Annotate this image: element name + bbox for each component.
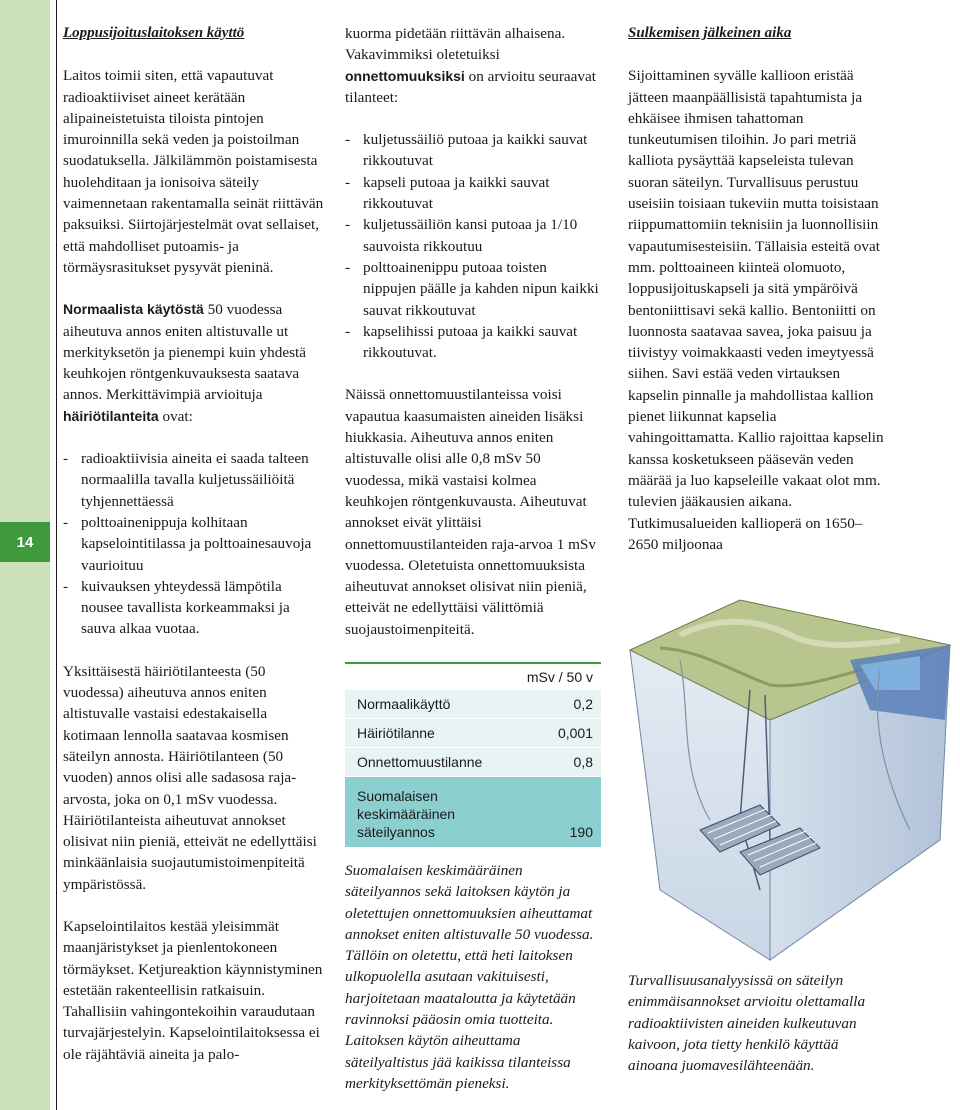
table-row	[345, 777, 601, 848]
incident-list	[63, 448, 325, 640]
table-row	[345, 690, 601, 719]
list-item: - polttoainenippu putoaa toisten nippujen päälle ja kahden nipun kaikki sauvat rikkoutuvat	[345, 257, 601, 321]
paragraph-text: ovat:	[158, 407, 193, 425]
section-heading: Loppusijoituslaitoksen käyttö	[63, 25, 245, 41]
repository-cross-section-illustration	[620, 590, 960, 970]
list-item: - polttoainenippuja kolhitaan kapselointitilassa ja polttoainesauvoja vaurioituu	[63, 512, 325, 576]
caption-text: Turvallisuusanalyysissä on säteilyn enimmäisannokset arvioitu olettamalla radioaktiivisten aineiden kulkeutuvan kaivoon, jota tietty henkilö käyttää ainoana juomavesilähteenään.	[628, 972, 866, 1075]
paragraph-text: on arvioitu seuraavat tilanteet:	[345, 67, 596, 106]
paragraph	[345, 23, 601, 108]
list-item: - kuljetussäiliö putoaa ja kaikki sauvat rikkoutuvat	[345, 129, 601, 172]
row-label: Normaalikäyttö	[357, 696, 451, 712]
list-item: - kapseli putoaa ja kaikki sauvat rikkoutuvat	[345, 172, 601, 215]
row-value: 0,001	[557, 725, 593, 741]
column-1	[63, 23, 325, 1065]
list-item: - kapselihissi putoaa ja kaikki sauvat rikkoutuvat.	[345, 321, 601, 364]
row-value: 0,8	[573, 754, 593, 770]
illustration-caption	[628, 970, 878, 1076]
paragraph-text: kuorma pidetään riittävän alhaisena. Vakavimmiksi oletetuiksi	[345, 25, 566, 64]
paragraph-text: 50 vuodessa aiheutuva annos eniten altistuvalle ut merkityksetön ja pienempi kuin yhdestä keuhkojen röntgenkuvauksesta saatava annos. Merkittävimpiä arvioituja	[63, 301, 306, 404]
bold-lead: häiriötilanteita	[63, 407, 159, 424]
bold-lead: Normaalista käytöstä	[63, 301, 204, 318]
page-number: 14	[0, 522, 50, 562]
row-label: Suomalaisen keskimääräinen säteilyannos	[357, 788, 456, 840]
row-label: Onnettomuustilanne	[357, 754, 483, 770]
list-item: - kuljetussäiliön kansi putoaa ja 1/10 sauvoista rikkoutuu	[345, 214, 601, 257]
row-label: Häiriötilanne	[357, 725, 435, 741]
column-3	[628, 23, 884, 555]
column-rule	[56, 0, 57, 1110]
list-item: - kuivauksen yhteydessä lämpötila nousee tavallista korkeammaksi ja sauva alkaa vuotaa.	[63, 576, 325, 640]
dose-table	[345, 662, 601, 848]
paragraph	[63, 299, 325, 427]
row-value: 190	[569, 824, 593, 840]
section-heading: Sulkemisen jälkeinen aika	[628, 25, 792, 41]
paragraph: Yksittäisestä häiriötilanteesta (50 vuodessa) aiheutuva annos eniten altistuvalle vastaisi edestakaisella kotimaan lennolla saatavaa kosmisen säteilyn annosta. Häiriötilanteen (50 vuoden) annos olisi alle sadasosa raja-arvosta, joka on 0,1 mSv vuodessa. Häiriötilanteista aiheutuvat annokset olisivat niin pieniä, etteivät ne edellyttäisi minkäänlaisia suojautumistoimenpiteitä ympäristössä.	[63, 662, 317, 893]
bold-lead: onnettomuuksiksi	[345, 67, 465, 84]
paragraph: Sijoittaminen syvälle kallioon eristää jätteen maanpäällisistä tapahtumista ja ehkäisee ihmisen tahattoman tunkeutumisen tiloihin. Jo pari metriä kalliota pysäyttää kapseleista tulevan suoran säteilyn. Turvallisuus perustuu useisiin toisiaan tukeviin mutta toisistaan riippumattomiin teknisiin ja luonnollisiin vapautumisesteisiin. Tällaisia esteitä ovat mm. polttoaineen kiinteä olomuoto, loppusijoituskapseli ja sitä ympäröivä bentoniittisavi sekä kallio. Bentoniitti on luonnosta saatavaa savea, joka paisuu ja tiivistyy voimakkaasti veden imeytyessä siihen. Savi estää veden virtauksen kapselin pinnalle ja mahdollistaa kallion pienet liikunnat kapselia vahingoittamatta. Kallio rajoittaa kapselin kanssa kosketukseen pääsevän veden määrää ja luo kapseleille vakaat olot mm. tulevien jääkausien aikana. Tutkimusalueiden kallioperä on 1650–2650 miljoonaa	[628, 67, 884, 553]
paragraph: Näissä onnettomuustilanteissa voisi vapautua kaasumaisten aineiden lisäksi hiukkasia. Aiheutuva annos eniten altistuvalle olisi alle 0,8 mSv 50 vuodessa, mikä vastaisi kolmea keuhkojen röntgenkuvausta. Aiheutuvat annokset eivät ylittäisi onnettomuustilanteiden raja-arvoa 1 mSv vuodessa. Oletetuista onnettomuuksista aiheutuvat annokset olisivat niin pieniä, etteivät ne edellyttäisi välittömiä suojaustoimenpiteitä.	[345, 386, 596, 638]
row-value: 0,2	[573, 696, 593, 712]
caption-text: Suomalaisen keskimääräinen säteilyannos sekä laitoksen käytön ja oletettujen onnettomuuksien aiheuttamat annokset eniten altistuvalle 50 vuodessa. Tällöin on oletettu, että heti laitoksen ulkopuolella asutaan vakituisesti, harjoitetaan maataloutta ja käytetään ravinnoksi pääosin omia tuotteita. Laitoksen käytön aiheuttama säteilyaltistus jää kaikissa tilanteissa merkityksettömän pieneksi.	[345, 862, 594, 1092]
table-row	[345, 748, 601, 777]
table-row	[345, 719, 601, 748]
table-caption	[345, 860, 601, 1094]
column-2	[345, 23, 601, 640]
paragraph: Laitos toimii siten, että vapautuvat radioaktiiviset aineet kerätään alipaineistetuista tiloista pintojen imuroinnilla sekä veden ja poistoilman suodatuksella. Jälkilämmön poistamisesta huolehditaan ja ionisoiva säteily vaimennetaan rakentamalla seinät riittävän paksuiksi. Siirtojärjestelmät ovat sellaiset, että mahdolliset putoamis- ja törmäysrasitukset pysyvät pieninä.	[63, 67, 324, 276]
list-item: - radioaktiivisia aineita ei saada talteen normaalilla tavalla kuljetussäiliöitä tyhjennettäessä	[63, 448, 325, 512]
paragraph: Kapselointilaitos kestää yleisimmät maanjäristykset ja pienlentokoneen törmäykset. Ketjureaktion käynnistyminen estetään rakenteellisin ratkaisuin. Tahallisiin vahingontekoihin varaudutaan turvajärjestelyin. Kapselointilaitoksessa ei ole räjähtäviä aineita ja palo-	[63, 917, 323, 1063]
accident-list	[345, 129, 601, 363]
table-unit-header: mSv / 50 v	[345, 662, 601, 690]
